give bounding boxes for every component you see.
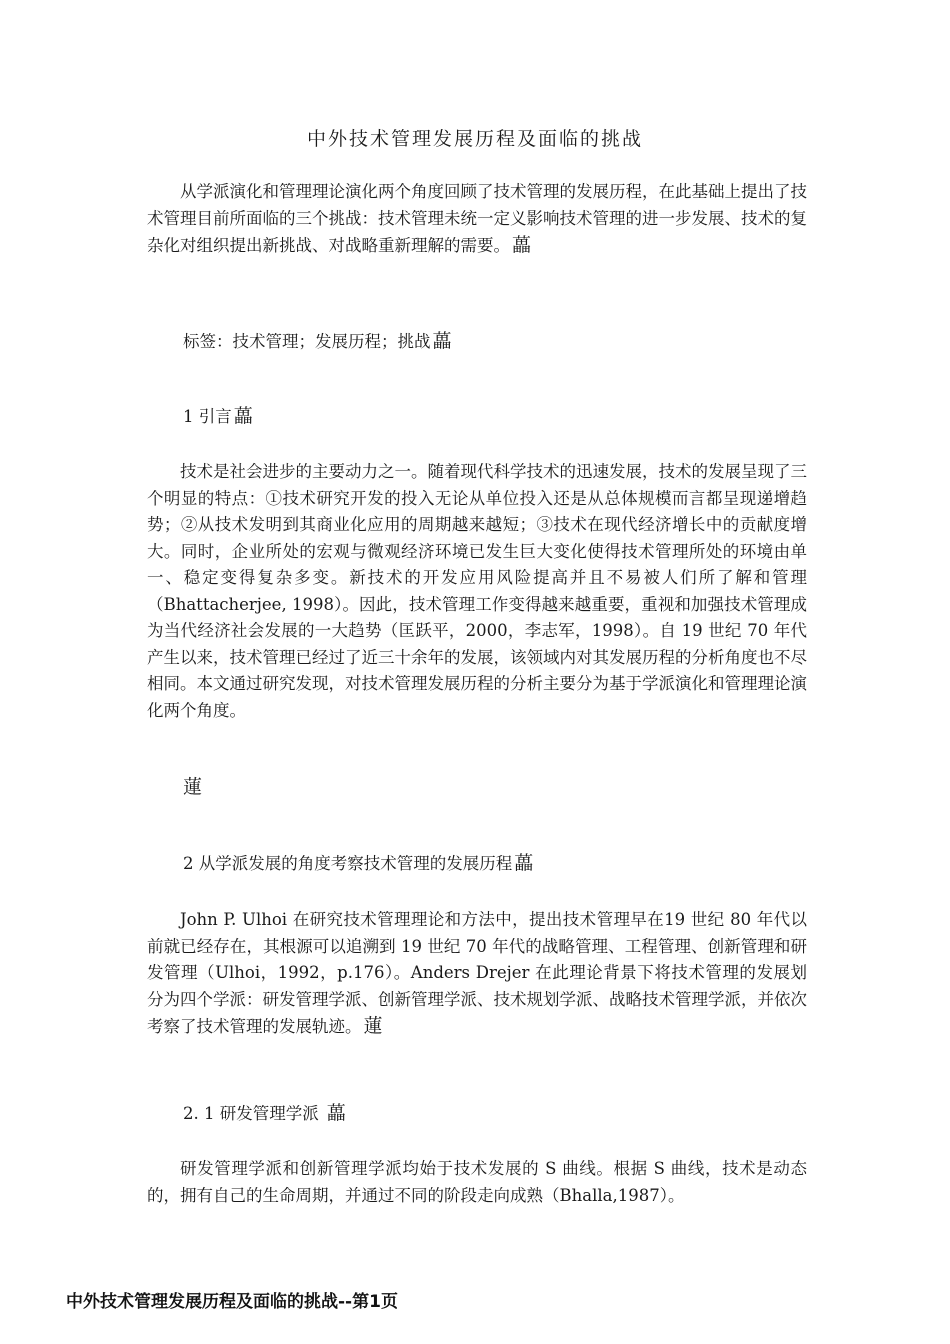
section1-mark: 藟 — [233, 405, 253, 427]
keywords-mark: 藟 — [432, 330, 452, 352]
section2-paragraph — [147, 907, 807, 1041]
document-title: 中外技术管理发展历程及面临的挑战 — [306, 128, 643, 150]
section2-text: John P. Ulhoi 在研究技术管理理论和方法中，提出技术管理早在19 世纪 80 年代以前就已经存在，其根源可以追溯到 19 世纪 70 年代的战略管理、工程管理、创新管理和研发管理（Ulhoi，1992，p.176）。Anders Drejer 在此理论背景下将技术管理的发展划分为四个学派：研发管理学派、创新管理学派、技术规划学派、战略技术管理学派，并依次考察了技术管理的发展轨迹。 — [147, 910, 807, 1036]
section21-mark: 藟 — [326, 1102, 346, 1124]
section2-heading — [183, 848, 533, 875]
standalone-mark: 蓮 — [183, 776, 203, 798]
section21-heading-text: 2. 1 研发管理学派 — [183, 1104, 319, 1123]
abstract-mark: 藟 — [512, 234, 532, 256]
section2-body-mark: 蓮 — [363, 1015, 383, 1037]
page-footer: 中外技术管理发展历程及面临的挑战--第1页 — [66, 1292, 398, 1312]
section2-heading-text: 2 从学派发展的角度考察技术管理的发展历程 — [183, 854, 513, 873]
section1-heading — [183, 401, 253, 428]
section1-paragraph: 技术是社会进步的主要动力之一。随着现代科学技术的迅速发展，技术的发展呈现了三个明显的特点：①技术研究开发的投入无论从单位投入还是从总体规模而言都呈现递增趋势；②从技术发明到其商业化应用的周期越来越短；③技术在现代经济增长中的贡献度增大。同时，企业所处的宏观与微观经济环境已发生巨大变化使得技术管理所处的环境由单一、稳定变得复杂多变。新技术的开发应用风险提高并且不易被人们所了解和管理（Bhattacherjee, 1998）。因此，技术管理工作变得越来越重要，重视和加强技术管理成为当代经济社会发展的一大趋势（匡跃平，2000，李志军，1998）。自 19 世纪 70 年代产生以来，技术管理已经过了近三十余年的发展，该领域内对其发展历程的分析角度也不尽相同。本文通过研究发现，对技术管理发展历程的分析主要分为基于学派演化和管理理论演化两个角度。 — [147, 462, 807, 720]
section21-heading — [183, 1098, 346, 1125]
keywords-text: 标签：技术管理；发展历程；挑战 — [183, 332, 431, 351]
keywords-line — [183, 326, 452, 353]
section2-mark: 藟 — [514, 852, 534, 874]
abstract-paragraph — [147, 179, 807, 260]
abstract-text: 从学派演化和管理理论演化两个角度回顾了技术管理的发展历程，在此基础上提出了技术管理目前所面临的三个挑战：技术管理未统一定义影响技术管理的进一步发展、技术的复杂化对组织提出新挑战、对战略重新理解的需要。 — [147, 182, 807, 255]
section1-heading-text: 1 引言 — [183, 407, 232, 426]
section21-paragraph: 研发管理学派和创新管理学派均始于技术发展的 S 曲线。根据 S 曲线，技术是动态的，拥有自己的生命周期，并通过不同的阶段走向成熟（Bhalla,1987）。 — [147, 1159, 807, 1205]
